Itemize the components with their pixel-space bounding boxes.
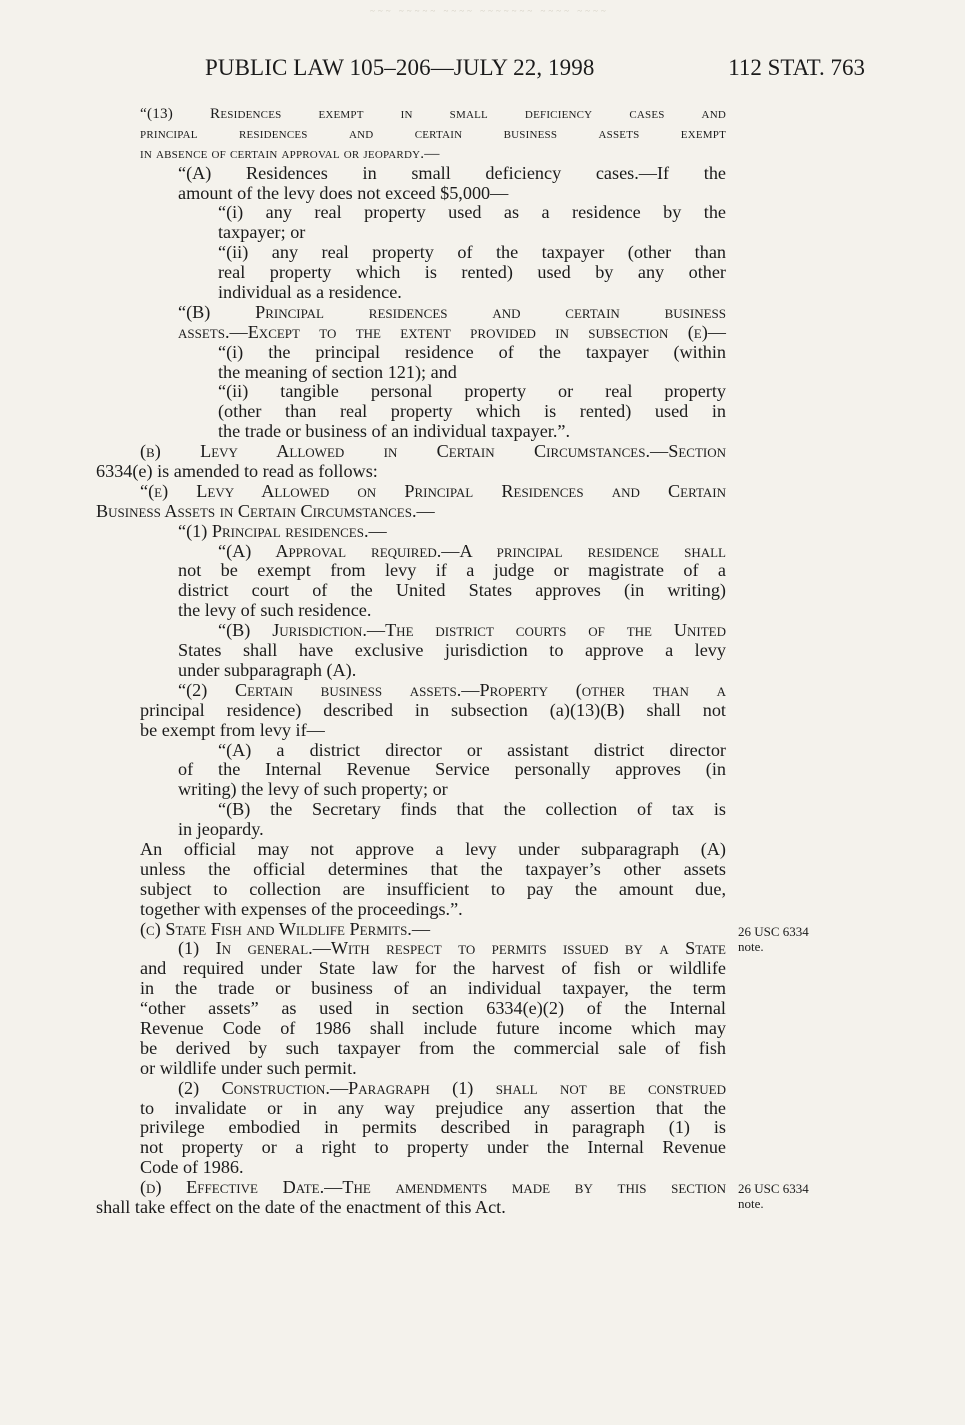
text-line: in jeopardy. — [178, 819, 264, 840]
margin-note-citation: 26 USC 6334 — [738, 1181, 809, 1196]
text-line: “(i) any real property used as a residence by the — [218, 202, 726, 223]
text-line: Revenue Code of 1986 shall include future income which may — [140, 1017, 726, 1038]
text-line: Business Assets in Certain Circumstances.— — [96, 500, 435, 521]
text-line: and required under State law for the harvest of fish or wildlife — [140, 958, 726, 979]
text-line: principal residences and certain business assets exempt — [140, 124, 726, 142]
text-line: “(13) Residences exempt in small deficiency cases and — [140, 105, 726, 122]
text-line: the meaning of section 121); and — [218, 361, 457, 382]
text-line: be exempt from levy if— — [140, 719, 325, 740]
text-line: “(A) a district director or assistant district director — [218, 739, 726, 760]
text-line: not property or a right to property under the Internal Revenue — [140, 1137, 726, 1158]
text-line: the levy of such residence. — [178, 600, 372, 621]
running-head-page-number: 112 STAT. 763 — [728, 55, 865, 80]
text-line: principal residence) described in subsection (a)(13)(B) shall not — [140, 699, 726, 720]
text-line: An official may not approve a levy under subparagraph (A) — [140, 838, 726, 859]
text-line: not be exempt from levy if a judge or magistrate of a — [178, 560, 726, 581]
text-line: to invalidate or in any way prejudice any assertion that the — [140, 1097, 726, 1118]
text-line: (2) Construction.—Paragraph (1) shall not be construed — [178, 1077, 726, 1098]
text-line: “(B) Jurisdiction.—The district courts of the United — [218, 620, 726, 641]
text-line: or wildlife under such permit. — [140, 1057, 357, 1078]
text-line: (d) Effective Date.—The amendments made by this section — [140, 1177, 726, 1198]
text-line: shall take effect on the date of the enactment of this Act. — [96, 1196, 506, 1217]
text-line: under subparagraph (A). — [178, 659, 357, 680]
text-line: assets.—Except to the extent provided in subsection (e)— — [178, 321, 726, 342]
text-line: be derived by such taxpayer from the commercial sale of fish — [140, 1037, 726, 1058]
text-line: subject to collection are insufficient to pay the amount due, — [140, 878, 726, 899]
text-line: of the Internal Revenue Service personally approves (in — [178, 759, 726, 780]
text-line: “(B) Principal residences and certain business — [178, 301, 726, 322]
bleed-through-watermark: ~~~ ~~~~~ ~~~~ ~~~~~~~ ~~~~ ~~~~ — [370, 6, 609, 16]
text-line: writing) the levy of such property; or — [178, 779, 448, 800]
text-line: “(e) Levy Allowed on Principal Residences and Certain — [140, 480, 726, 501]
text-line: “(ii) any real property of the taxpayer (other than — [218, 242, 726, 263]
text-line: “other assets” as used in section 6334(e)(2) of the Internal — [140, 998, 726, 1019]
running-head-title: PUBLIC LAW 105–206—JULY 22, 1998 — [205, 55, 595, 80]
text-line: (1) In general.—With respect to permits issued by a State — [178, 938, 726, 959]
margin-note-label: note. — [738, 939, 764, 954]
text-line: real property which is rented) used by any other — [218, 262, 726, 283]
text-line: in the trade or business of an individual taxpayer, the term — [140, 978, 726, 999]
text-line: together with expenses of the proceedings.”. — [140, 898, 463, 919]
text-line: privilege embodied in permits described in paragraph (1) is — [140, 1117, 726, 1138]
text-line: “(1) Principal residences.— — [178, 520, 387, 541]
text-line: “(B) the Secretary finds that the collection of tax is — [218, 799, 726, 820]
text-line: “(2) Certain business assets.—Property (other than a — [178, 679, 726, 700]
text-line: district court of the United States approves (in writing) — [178, 580, 726, 601]
margin-citation-note — [738, 1181, 809, 1211]
text-line: in absence of certain approval or jeopardy.— — [140, 144, 440, 162]
text-line: “(A) Residences in small deficiency cases.—If the — [178, 162, 726, 183]
text-line: the trade or business of an individual taxpayer.”. — [218, 421, 571, 442]
text-line: (other than real property which is rented) used in — [218, 401, 726, 422]
text-line: (b) Levy Allowed in Certain Circumstances.—Section — [140, 441, 726, 462]
text-line: individual as a residence. — [218, 282, 402, 303]
margin-citation-note — [738, 924, 809, 954]
text-line: Code of 1986. — [140, 1157, 244, 1178]
statute-text — [96, 104, 726, 1218]
text-line: States shall have exclusive jurisdiction to approve a levy — [178, 640, 726, 661]
text-line: 6334(e) is amended to read as follows: — [96, 461, 378, 482]
text-line: taxpayer; or — [218, 222, 306, 243]
margin-note-citation: 26 USC 6334 — [738, 924, 809, 939]
text-line: “(ii) tangible personal property or real property — [218, 381, 726, 402]
text-line: “(A) Approval required.—A principal residence shall — [218, 540, 726, 561]
margin-note-label: note. — [738, 1196, 764, 1211]
text-line: amount of the levy does not exceed $5,000— — [178, 182, 509, 203]
running-head — [205, 55, 865, 85]
text-line: unless the official determines that the taxpayer’s other assets — [140, 858, 726, 879]
text-line: (c) State Fish and Wildlife Permits.— — [140, 918, 431, 939]
text-line: “(i) the principal residence of the taxpayer (within — [218, 341, 726, 362]
